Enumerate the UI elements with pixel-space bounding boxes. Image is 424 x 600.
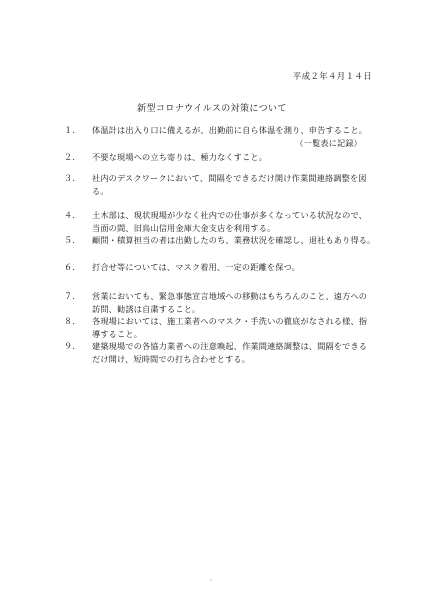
measure-item-2 xyxy=(64,151,384,164)
measure-text: 不要な現場への立ち寄りは、極力なくすこと。 xyxy=(92,152,268,162)
scan-dot xyxy=(210,579,212,581)
measure-item-9 xyxy=(64,340,384,365)
measure-number: ５． xyxy=(64,235,81,245)
measure-text: 訪問、勧誘は自粛すること。 xyxy=(92,303,201,314)
measure-text: 営業においても、緊急事態宣言地域への移動はもちろんのこと、遠方への xyxy=(92,291,368,301)
measure-item-5 xyxy=(64,234,384,247)
measure-text: 体温計は出入り口に備えるが、出勤前に自ら体温を測り、申告すること。 xyxy=(92,125,368,135)
measure-number: ９． xyxy=(64,341,81,351)
measure-item-8 xyxy=(64,315,384,340)
measure-text: 建築現場での各協力業者への注意喚起、作業間連絡調整は、間隔をできる xyxy=(92,341,368,351)
measure-text: る。 xyxy=(92,185,109,196)
measure-text: 社内のデスクワークにおいて、間隔をできるだけ開け作業間連絡調整を図 xyxy=(92,173,367,183)
measure-text: 土木部は、現状現場が少なく社内での仕事が多くなっている状況なので、 xyxy=(92,210,367,220)
measure-text: 顧問・積算担当の者は出勤したのち、業務状況を確認し、退社もあり得る。 xyxy=(92,235,376,245)
measure-text: 当面の間、旧鳥山信用金庫大金支店を利用する。 xyxy=(92,222,276,233)
measure-number: ８． xyxy=(64,316,81,326)
measure-item-4 xyxy=(64,209,384,234)
measure-text: 導すること。 xyxy=(92,328,143,339)
measure-number: ４． xyxy=(64,210,81,220)
measure-number: ２． xyxy=(64,152,81,162)
measure-number: ７． xyxy=(64,291,81,301)
measure-text: だけ開け、短時間での打ち合わせとする。 xyxy=(92,353,251,364)
measure-item-1 xyxy=(64,124,384,149)
measure-number: ３． xyxy=(64,173,81,183)
measure-number: ６． xyxy=(64,262,81,272)
measure-note: （一覧表に記録） xyxy=(295,137,362,148)
measure-text: 打合せ等については、マスク着用、一定の距離を保つ。 xyxy=(92,262,300,272)
measure-number: １． xyxy=(64,125,81,135)
measure-item-7 xyxy=(64,290,384,315)
measure-item-6 xyxy=(64,261,384,274)
measure-item-3 xyxy=(64,172,384,197)
measure-text: 各現場においては、施工業者へのマスク・手洗いの徹底がなされる様、指 xyxy=(92,316,368,326)
document-date: 平成２年４月１４日 xyxy=(292,72,372,82)
document-title: 新型コロナウイルスの対策について xyxy=(137,104,287,114)
